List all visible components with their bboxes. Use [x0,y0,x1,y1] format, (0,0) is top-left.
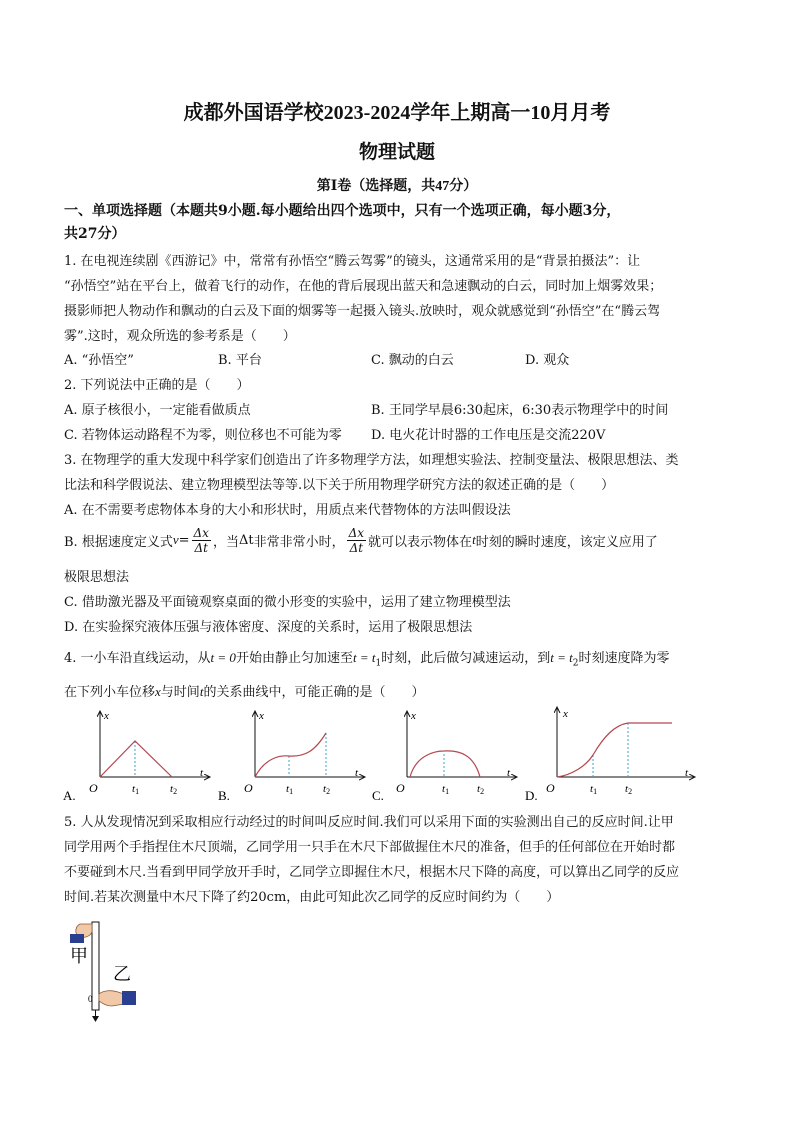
x-axis-label: x [259,710,264,722]
q3-option-c: C. 借助激光器及平面镜观察桌面的微小形变的实验中，运用了建立物理模型法 [64,595,511,610]
graph-d-label: D. [525,788,538,803]
xt-curve-d [557,723,672,777]
question-3-line: 3. 在物理学的重大发现中科学家们创造出了许多物理学方法，如理想实验法、控制变量法、极限思想法、类 [64,453,679,468]
tick-t2: t2 [477,783,485,796]
question-4-line: 4. 一小车沿直线运动，从t = 0开始由静止匀加速至$t = t_1$时刻，此后做匀减速运动，到$t = t_2$时刻速度降为零 [64,650,670,669]
q4-graphs [60,703,760,805]
graph-a [63,710,210,803]
question-5-line: 不要碰到木尺.当看到甲同学放开手时，乙同学立即握住木尺，根据木尺下降的高度，可以算出乙同学的反应 [64,865,680,880]
question-3-line: 比法和科学假说法、建立物理模型法等等.以下关于所用物理学研究方法的叙述正确的是（ ） [64,478,615,493]
t-axis-label: t [507,767,511,779]
xt-curve-c [410,751,480,777]
question-1-line: 1. 在电视连续剧《西游记》中，常常有孙悟空“腾云驾雾”的镜头，这通常采用的是“背景拍摄法”：让 [64,254,641,269]
tick-t1: t1 [442,783,450,796]
origin-label: O [396,781,405,795]
zero-mark: 0 [88,994,93,1004]
graph-b [218,710,365,803]
question-5-line: 5. 人从发现情况到采取相应行动经过的时间叫反应时间.我们可以采用下面的实验测出自己的反应时间.让甲 [64,815,674,830]
tick-t2: t2 [625,783,633,796]
graph-b-label: B. [218,788,230,803]
q1-option-a: A. “孙悟空” [64,353,134,368]
origin-label: O [89,781,98,795]
q2-option-c: C. 若物体运动路程不为零，则位移也不可能为零 [64,428,342,443]
origin-label: O [244,781,253,795]
fall-arrow-head [92,1016,99,1022]
question-5-line: 时间.若某次测量中木尺下降了约20cm，由此可知此次乙同学的反应时间约为（ ） [64,890,560,905]
x-axis-label: x [104,710,109,722]
exam-subtitle: 物理试题 [358,142,435,163]
exam-title: 成都外国语学校2023-2024学年上期高一10月月考 [183,102,611,124]
origin-label: O [546,781,555,795]
t-axis-label: t [200,767,204,779]
question-4-line: 在下列小车位移x与时间t的关系曲线中，可能正确的是（ ） [64,684,425,700]
question-1-line: 雾”.这时，观众所选的参考系是（ ） [64,329,296,344]
graph-c-label: C. [372,788,384,803]
q2-option-a: A. 原子核很小，一定能看做质点 [64,403,251,418]
t-axis-label: t [685,767,689,779]
q3-option-b: B. 根据速度定义式 v = $\frac{\Delta x}{\Delta t}$ ，当 Δt 非常非常小时， $\frac{\Delta x}{\Delta t}$ 就可以表示物体在 t 时刻的瞬时速度，该定义应用了 [64,525,658,555]
q2-option-b: B. 王同学早晨6:30起床，6:30表示物理学中的时间 [371,403,669,418]
question-5-line: 同学用两个手指捏住木尺顶端，乙同学用一只手在木尺下部做握住木尺的准备，但手的任何部位在开始时都 [64,840,676,855]
wooden-ruler [92,922,99,1010]
q1-option-d: D. 观众 [525,353,570,368]
x-axis-label: x [411,710,416,722]
tick-t1: t1 [132,783,140,796]
graph-a-label: A. [63,788,76,803]
question-1-line: “孙悟空”站在平台上，做着飞行的动作，在他的背后展现出蓝天和急速飘动的白云，同时加上烟雾效果； [64,279,663,294]
q1-option-c: C. 飘动的白云 [371,353,454,368]
ruler-figure [62,914,154,1026]
tick-t1: t1 [590,783,598,796]
hand-yi [99,991,124,1006]
t-axis-label: t [355,767,359,779]
q1-option-b: B. 平台 [218,353,262,368]
fraction-dx-dt: $\frac{\Delta x}{\Delta t}$ [193,525,209,555]
graph-d [525,707,695,803]
part-heading: 第Ⅰ卷（选择题，共47分） [316,179,478,194]
tick-t2: t2 [170,783,178,796]
sleeve-jia [70,934,84,943]
q3-option-b-cont: 极限思想法 [64,570,130,585]
tick-t2: t2 [323,783,331,796]
label-yi: 乙 [113,964,131,984]
section-heading-cont: 共27分） [64,226,126,242]
question-1-line: 摄影师把人物动作和飘动的白云及下面的烟雾等一起摄入镜头.放映时，观众就感觉到“孙悟空”在“腾云驾 [64,304,661,319]
xt-curve-b [255,733,326,777]
q3-option-d: D. 在实验探究液体压强与液体密度、深度的关系时，运用了极限思想法 [64,620,473,635]
label-jia: 甲 [70,946,88,966]
x-axis-label: x [563,708,568,720]
section-heading: 一、单项选择题（本题共9小题.每小题给出四个选项中，只有一个选项正确，每小题3分， [64,203,621,219]
tick-t1: t1 [286,783,294,796]
q3-option-a: A. 在不需要考虑物体本身的大小和形状时，用质点来代替物体的方法叫假设法 [64,503,511,518]
sleeve-yi [122,991,136,1005]
fraction-dx-dt: $\frac{\Delta x}{\Delta t}$ [348,525,365,555]
q2-option-d: D. 电火花计时器的工作电压是交流220V [371,428,606,443]
graph-c [372,710,517,803]
xt-curve-a [100,741,172,777]
question-2-stem: 2. 下列说法中正确的是（ ） [64,378,250,393]
